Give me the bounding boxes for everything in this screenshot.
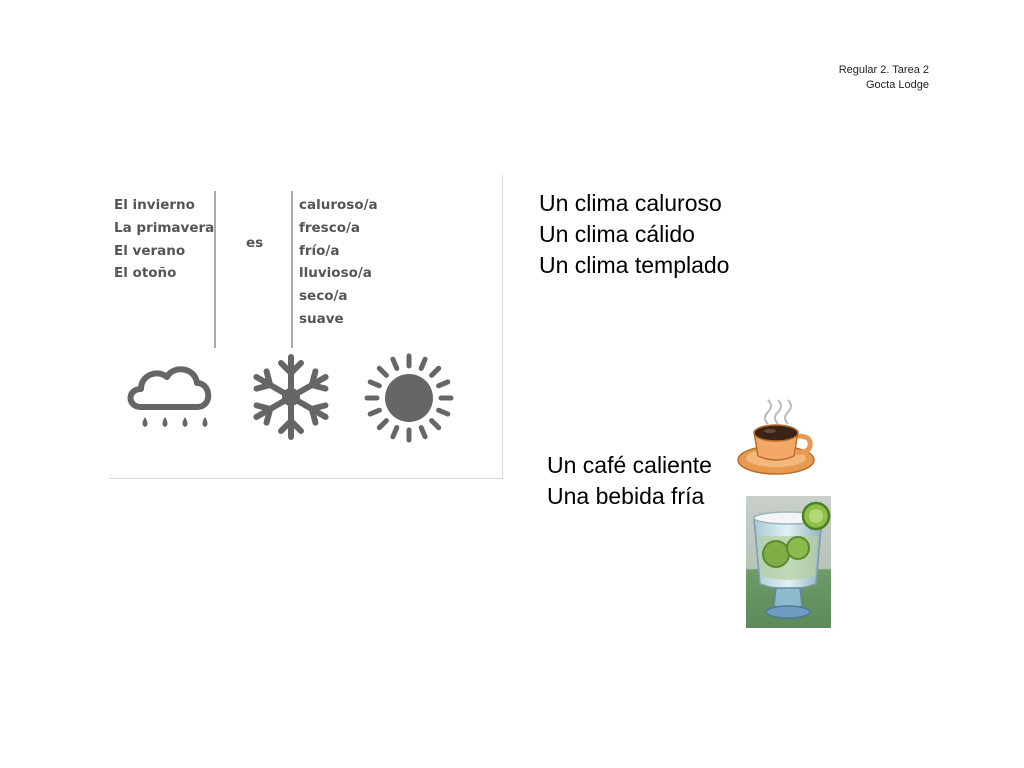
coffee-cup-icon (736, 396, 818, 478)
clima-list (539, 188, 729, 281)
clima-item: Un clima cálido (539, 221, 695, 247)
clima-item: Un clima caluroso (539, 190, 722, 216)
season-item: El verano (114, 242, 186, 259)
adjective-item: suave (299, 310, 344, 327)
adjective-item: caluroso/a (299, 197, 378, 213)
column-divider (291, 191, 293, 348)
header-line-1: Regular 2. Tarea 2 (838, 64, 929, 76)
bebida-item: Un café caliente (547, 452, 712, 478)
adjective-item: seco/a (299, 288, 348, 305)
adjective-item: fresco/a (299, 219, 361, 236)
bebida-list (547, 450, 712, 512)
adjectives-column (299, 194, 378, 331)
adjective-item: frío/a (299, 242, 340, 259)
header-line-2: Gocta Lodge (866, 79, 929, 91)
cold-drink-image (746, 496, 831, 628)
season-item: El invierno (114, 197, 195, 213)
bebida-item: Una bebida fría (547, 483, 705, 509)
header-meta (839, 63, 929, 93)
season-item: El otoño (114, 265, 177, 282)
column-divider (214, 191, 216, 348)
verb-label: es (246, 235, 264, 251)
clima-item: Un clima templado (539, 252, 730, 278)
season-item: La primavera (114, 219, 215, 236)
sun-icon (364, 353, 454, 443)
vocab-panel (109, 175, 503, 479)
rain-cloud-icon (121, 357, 217, 437)
seasons-column (114, 194, 214, 285)
snowflake-icon (249, 353, 333, 441)
adjective-item: lluvioso/a (299, 265, 372, 282)
